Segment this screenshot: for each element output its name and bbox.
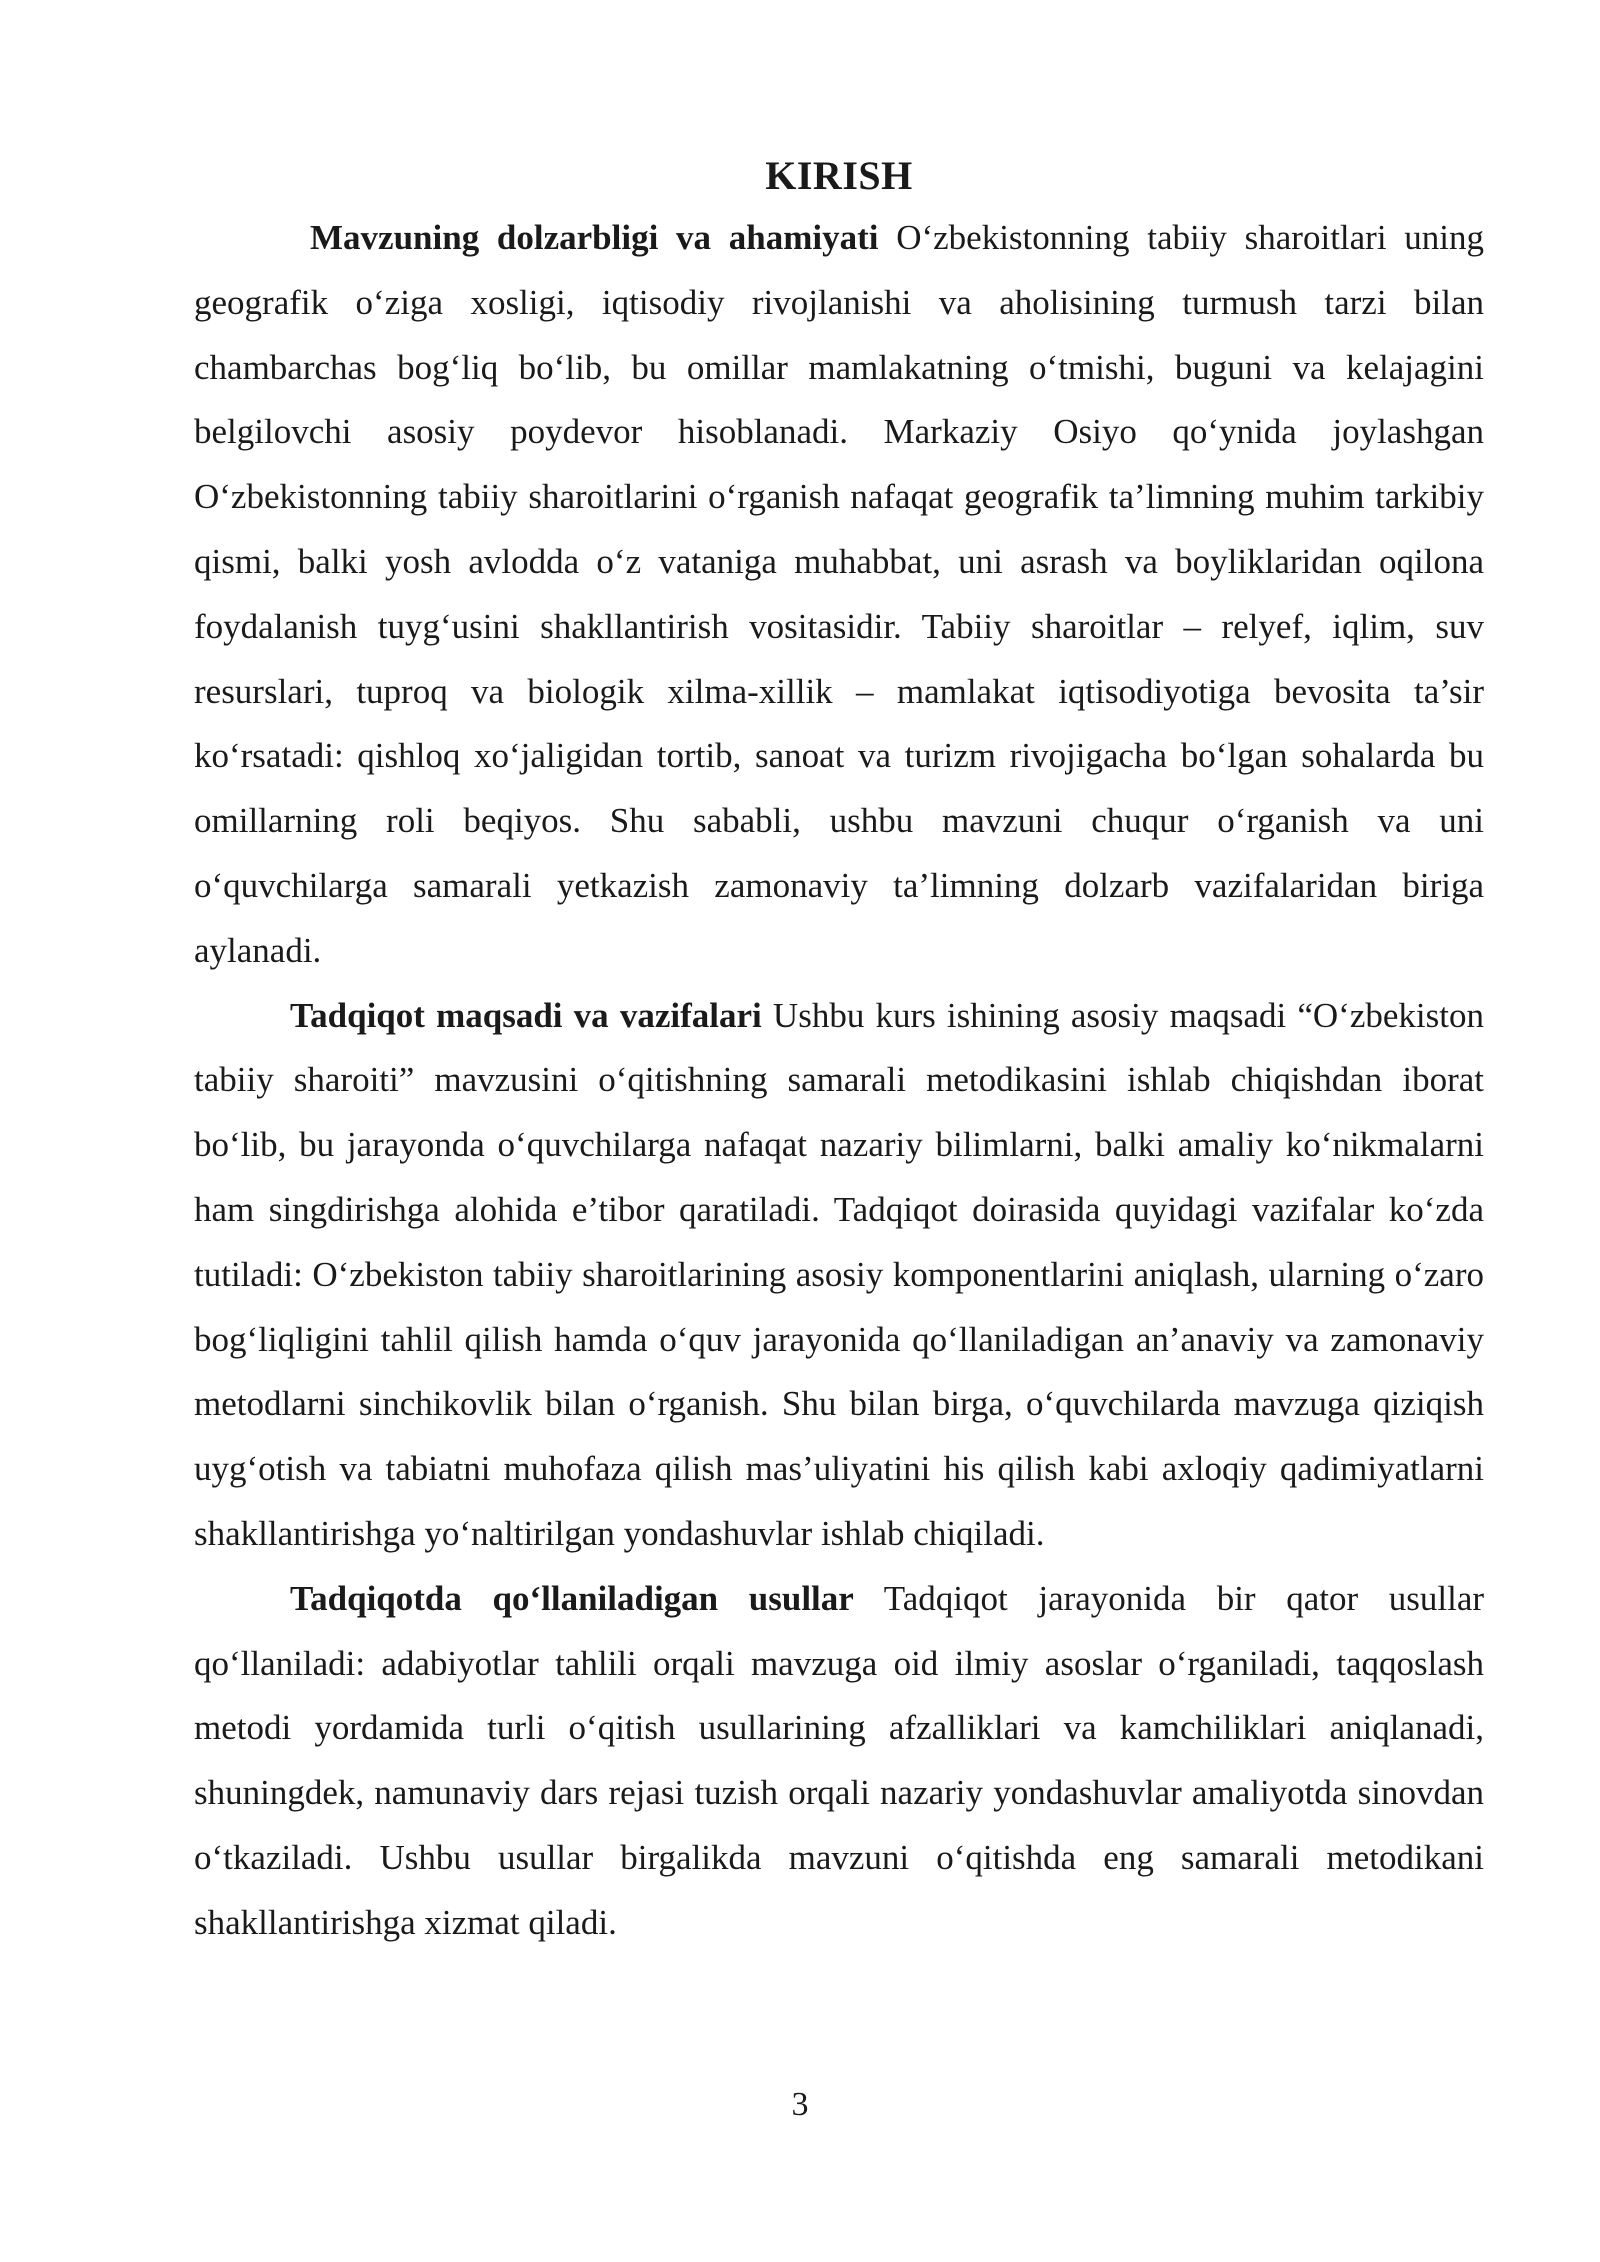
paragraph-lead: Tadqiqot maqsadi va vazifalari bbox=[290, 995, 762, 1035]
paragraph-lead: Mavzuning dolzarbligi va ahamiyati bbox=[310, 218, 879, 257]
paragraph-goals bbox=[194, 984, 1484, 1567]
section-title: KIRISH bbox=[765, 153, 913, 198]
page-number: 3 bbox=[791, 2086, 809, 2123]
paragraph-relevance bbox=[194, 206, 1484, 984]
paragraph-text: O‘zbekistonning tabiiy sharoitlari uning geografik o‘ziga xosligi, iqtisodiy rivojlanishi va aholisining turmush tarzi bilan chambarchas bog‘liq bo‘lib, bu omillar mamlakatning o‘tmishi, buguni va kelajagini belgilovchi asosiy poydevor hisoblanadi. Markaziy Osiyo qo‘ynida joylashgan O‘zbekistonning tabiiy sharoitlarini o‘rganish nafaqat geografik ta’limning muhim tarkibiy qismi, balki yosh avlodda o‘z vataniga muhabbat, uni asrash va boyliklaridan oqilona foydalanish tuyg‘usini shakllantirish vositasidir. Tabiiy sharoitlar – relyef, iqlim, suv resurslari, tuproq va biologik xilma-xillik – mamlakat iqtisodiyotiga bevosita ta’sir ko‘rsatadi: qishloq xo‘jaligidan tortib, sanoat va turizm rivojigacha bo‘lgan sohalarda bu omillarning roli beqiyos. Shu sababli, ushbu mavzuni chuqur o‘rganish va uni o‘quvchilarga samarali yetkazish zamonaviy ta’limning dolzarb vazifalaridan biriga aylanadi. bbox=[194, 218, 1484, 970]
paragraph-text: Tadqiqot jarayonida bir qator usullar qo‘llaniladi: adabiyotlar tahlili orqali mavzuga oid ilmiy asoslar o‘rganiladi, taqqoslash metodi yordamida turli o‘qitish usullarining afzalliklari va kamchiliklari aniqlanadi, shuningdek, namunaviy dars rejasi tuzish orqali nazariy yondashuvlar amaliyotda sinovdan o‘tkaziladi. Ushbu usullar birgalikda mavzuni o‘qitishda eng samarali metodikani shakllantirishga xizmat qiladi. bbox=[194, 1578, 1485, 1942]
paragraph-methods bbox=[194, 1567, 1484, 1956]
paragraph-lead: Tadqiqotda qo‘llaniladigan usullar bbox=[290, 1578, 854, 1618]
page-content bbox=[194, 148, 1484, 1956]
paragraph-text: Ushbu kurs ishining asosiy maqsadi “O‘zbekiston tabiiy sharoiti” mavzusini o‘qitishning samarali metodikasini ishlab chiqishdan iborat bo‘lib, bu jarayonda o‘quvchilarga nafaqat nazariy bilimlarni, balki amaliy ko‘nikmalarni ham singdirishga alohida e’tibor qaratiladi. Tadqiqot doirasida quyidagi vazifalar ko‘zda tutiladi: O‘zbekiston tabiiy sharoitlarining asosiy komponentlarini aniqlash, ularning o‘zaro bog‘liqligini tahlil qilish hamda o‘quv jarayonida qo‘llaniladigan an’anaviy va zamonaviy metodlarni sinchikovlik bilan o‘rganish. Shu bilan birga, o‘quvchilarda mavzuga qiziqish uyg‘otish va tabiatni muhofaza qilish mas’uliyatini his qilish kabi axloqiy qadimiyatlarni shakllantirishga yo‘naltirilgan yondashuvlar ishlab chiqiladi. bbox=[194, 995, 1484, 1553]
